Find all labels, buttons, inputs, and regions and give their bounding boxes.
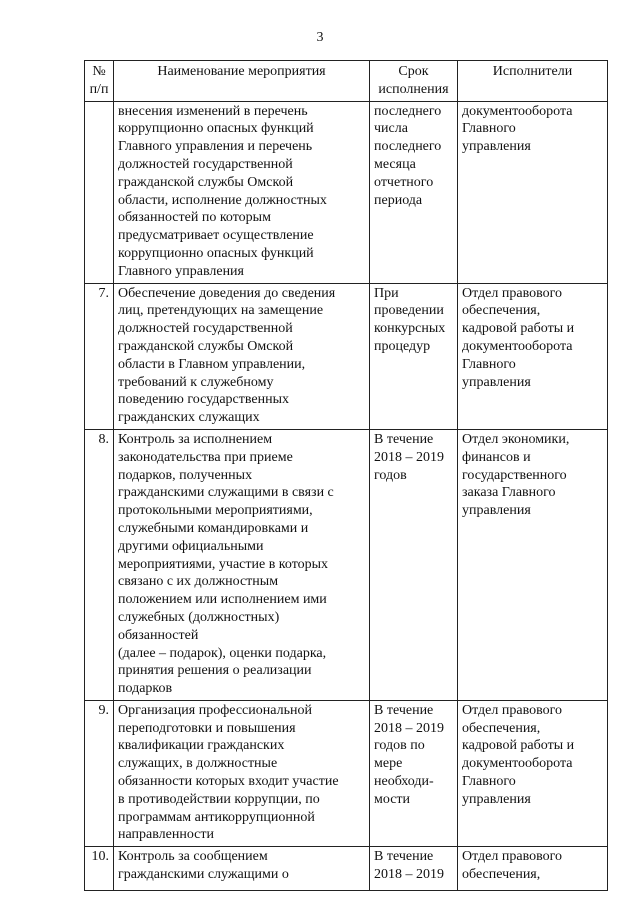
activity-name: внесения изменений в перечень коррупционно опасных функций Главного управления и перечень должностей государственной гражданской службы Омской области, исполнение должностных обязанностей по которым предусматривает осуществление коррупционно опасных функций Главного управления (114, 101, 370, 283)
activity-name: Организация профессиональной переподготовки и повышения квалификации гражданских служащих, в должностные обязанности которых входит участие в противодействии коррупции, по программам антикоррупционной направленности (114, 700, 370, 846)
table-row (85, 429, 608, 700)
executors: Отдел экономики, финансов и государственного заказа Главного управления (458, 429, 608, 700)
deadline: В течение 2018 – 2019 (370, 847, 458, 891)
table-row (85, 101, 608, 283)
header-executors: Исполнители (458, 61, 608, 102)
row-number: 10. (85, 847, 114, 891)
executors: Отдел правового обеспечения, кадровой работы и документооборота Главного управления (458, 283, 608, 429)
table-row (85, 283, 608, 429)
executors: Отдел правового обеспечения, (458, 847, 608, 891)
header-number: № п/п (85, 61, 114, 102)
deadline: В течение 2018 – 2019 годов по мере необходи- мости (370, 700, 458, 846)
activity-name: Обеспечение доведения до сведения лиц, претендующих на замещение должностей государственной гражданской службы Омской области в Главном управлении, требований к служебному поведению государственных гражданских служащих (114, 283, 370, 429)
header-activity-name: Наименование мероприятия (114, 61, 370, 102)
deadline: последнего числа последнего месяца отчетного периода (370, 101, 458, 283)
executors: Отдел правового обеспечения, кадровой работы и документооборота Главного управления (458, 700, 608, 846)
executors: документооборота Главного управления (458, 101, 608, 283)
page-number: 3 (316, 30, 324, 45)
row-number (85, 101, 114, 283)
table-row (85, 700, 608, 846)
deadline: При проведении конкурсных процедур (370, 283, 458, 429)
activities-table (84, 60, 608, 891)
activity-name: Контроль за исполнением законодательства при приеме подарков, полученных гражданскими служащими в связи с протокольными мероприятиями, служебными командировками и другими официальными мероприятиями, участие в которых связано с их должностным положением или исполнением ими служебных (должностных) обязанностей (далее – подарок), оценки подарка, принятия решения о реализации подарков (114, 429, 370, 700)
table-header-row (85, 61, 608, 102)
deadline: В течение 2018 – 2019 годов (370, 429, 458, 700)
row-number: 9. (85, 700, 114, 846)
header-deadline: Срок исполнения (370, 61, 458, 102)
table-row (85, 847, 608, 891)
activity-name: Контроль за сообщением гражданскими служащими о (114, 847, 370, 891)
row-number: 8. (85, 429, 114, 700)
row-number: 7. (85, 283, 114, 429)
